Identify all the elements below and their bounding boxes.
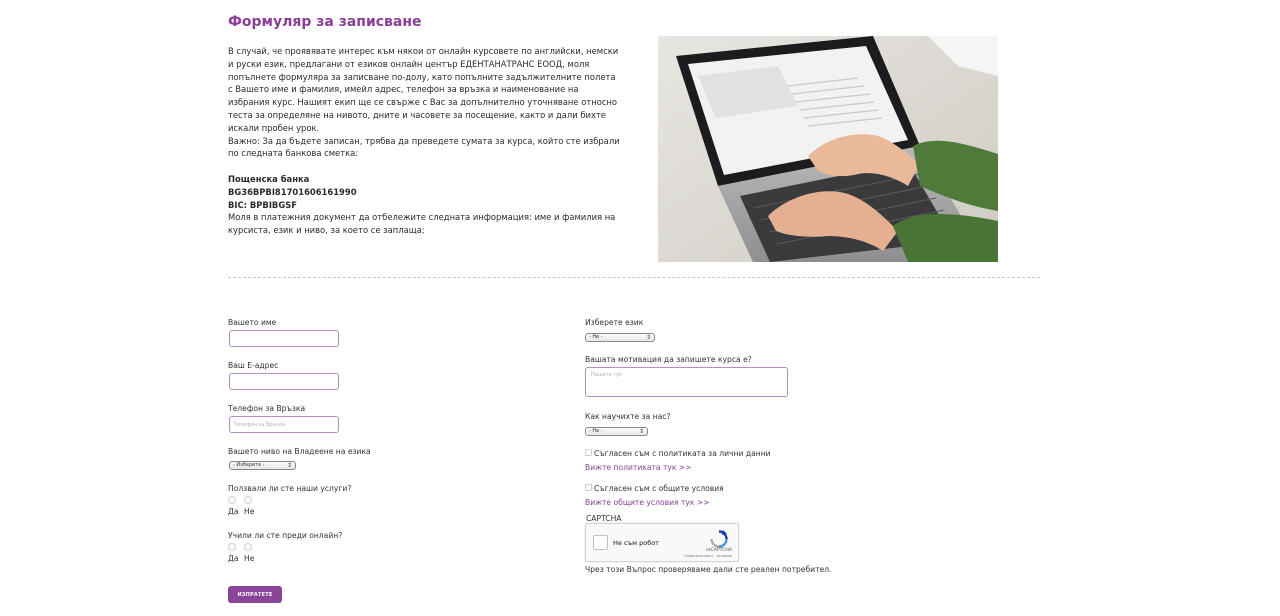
name-input[interactable] xyxy=(229,330,339,347)
section-divider xyxy=(228,277,1040,278)
studied-online-label: Учили ли сте преди онлайн? xyxy=(228,531,343,540)
bank-iban: BG36BPBI81701606161990 xyxy=(228,186,357,197)
language-select[interactable] xyxy=(585,333,655,342)
select-arrows-icon: ⇕ xyxy=(638,428,644,435)
motivation-label: Вашата мотивация да запишете курса е? xyxy=(585,355,752,364)
phone-input[interactable]: Телефон за Връзка xyxy=(229,416,339,433)
recaptcha-brand: reCAPTCHA xyxy=(705,548,732,553)
terms-label: Съгласен съм с общите условия xyxy=(594,484,724,493)
payment-note: Моля в платежния документ да отбележите следната информация: име и фамилия на курсиста, език и ниво, за което се заплаща; xyxy=(228,212,616,236)
submit-button[interactable]: ИЗПРАТЕТЕ xyxy=(228,586,282,603)
phone-label: Телефон за Връзка xyxy=(228,404,306,413)
laptop-typing-illustration xyxy=(658,36,998,262)
motivation-textarea[interactable]: Пишете тук xyxy=(585,367,788,397)
used-services-yes-label: Да xyxy=(228,507,239,516)
used-services-no-label: Не xyxy=(244,507,255,516)
bank-name: Пощенска банка xyxy=(228,173,310,184)
privacy-label: Съгласен съм с политиката за лични данни xyxy=(594,449,771,458)
language-select-value: - Не - xyxy=(589,334,603,340)
captcha-title: CAPTCHA xyxy=(586,514,622,523)
email-label: Ваш E-адрес xyxy=(228,361,279,370)
recaptcha-logo-icon xyxy=(710,530,728,548)
source-select[interactable] xyxy=(585,427,648,436)
recaptcha-widget xyxy=(585,523,739,562)
recaptcha-label: Не съм робот xyxy=(613,539,659,547)
intro-text xyxy=(228,45,620,237)
language-label: Изберете език xyxy=(585,318,644,327)
email-input[interactable] xyxy=(229,373,339,390)
source-label: Как научихте за нас? xyxy=(585,412,671,421)
select-arrows-icon: ⇕ xyxy=(286,462,292,469)
level-select-value: - Изберете - xyxy=(233,462,265,468)
level-select[interactable] xyxy=(229,461,296,470)
used-services-yes-radio[interactable] xyxy=(228,496,236,504)
name-label: Вашето име xyxy=(228,318,277,327)
studied-online-no-radio[interactable] xyxy=(244,543,252,551)
used-services-label: Ползвали ли сте наши услуги? xyxy=(228,484,352,493)
bank-details xyxy=(228,173,620,211)
select-arrows-icon: ⇕ xyxy=(645,334,651,341)
privacy-checkbox[interactable] xyxy=(585,449,592,456)
privacy-link[interactable]: Вижте политиката тук >> xyxy=(585,463,692,472)
source-select-value: - Не - xyxy=(589,428,603,434)
level-label: Вашето ниво на Владеене на езика xyxy=(228,447,371,456)
recaptcha-terms-link[interactable]: Поверителност - Условия xyxy=(684,554,732,558)
captcha-note: Чрез този Въпрос проверяваме дали сте реален потребител. xyxy=(585,565,832,574)
terms-checkbox[interactable] xyxy=(585,484,592,491)
important-note: Важно: За да бъдете записан, трябва да преведете сумата за курса, който сте избрали по следната банкова сметка: xyxy=(228,135,620,159)
studied-online-yes-radio[interactable] xyxy=(228,543,236,551)
laptop-typing-image xyxy=(658,36,998,262)
studied-online-yes-label: Да xyxy=(228,554,239,563)
bank-bic: BIC: BPBIBGSF xyxy=(228,199,297,210)
recaptcha-checkbox[interactable] xyxy=(593,535,608,550)
terms-link[interactable]: Вижте общите условия тук >> xyxy=(585,498,710,507)
studied-online-no-label: Не xyxy=(244,554,255,563)
page-title: Формуляр за записване xyxy=(228,14,422,30)
used-services-no-radio[interactable] xyxy=(244,496,252,504)
intro-paragraph: В случай, че проявявате интерес към някои от онлайн курсовете по английски, немски и руски език, предлагани от езиков онлайн център ЕДЕНТАНАТРАНС ЕООД, моля попълнете формуляра за записване по-долу, като попълните задължителните полета с Вашето име и фамилия, имейл адрес, телефон за връзка и наименование на избрания курс. Нашият екип ще се свърже с Вас за допълнително уточняване относно теста за определяне на нивото, дните и часовете за посещение, както и дали бихте искали пробен урок. xyxy=(228,46,619,133)
